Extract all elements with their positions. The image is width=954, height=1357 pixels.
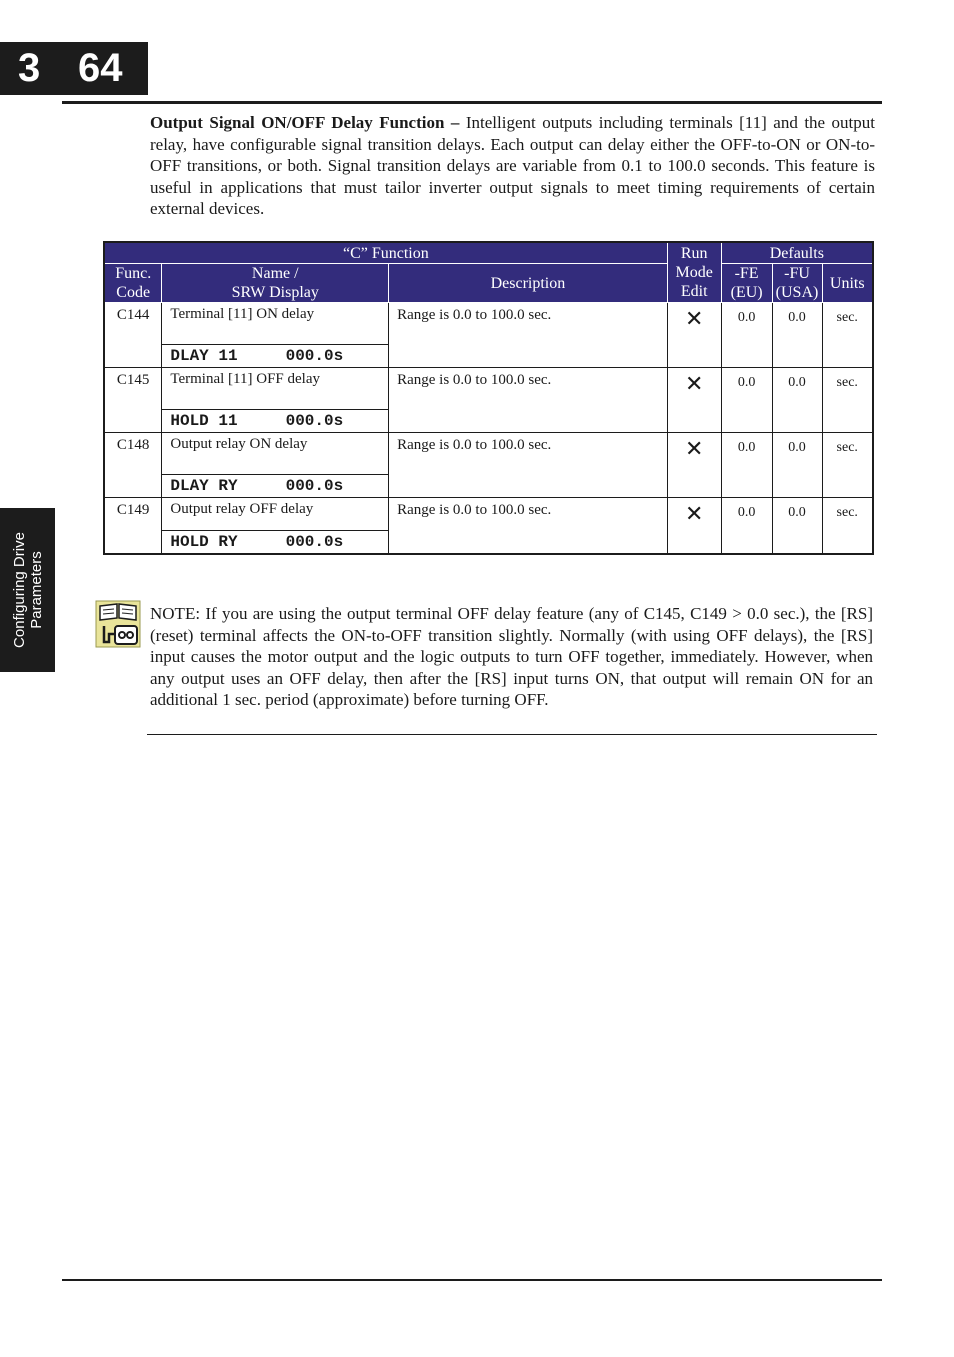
page-number-badge bbox=[0, 42, 148, 95]
description: Range is 0.0 to 100.0 sec. bbox=[389, 498, 668, 555]
default-fu: 0.0 bbox=[772, 498, 822, 555]
run-mode-edit-header bbox=[667, 242, 721, 303]
run-line3: Edit bbox=[680, 283, 708, 300]
param-name: Terminal [11] OFF delay bbox=[162, 368, 388, 410]
name-cell bbox=[162, 368, 389, 433]
note-book-icon bbox=[95, 600, 141, 648]
table-row bbox=[104, 368, 873, 433]
note-paragraph bbox=[150, 603, 873, 711]
func-line1: Func. bbox=[115, 265, 152, 282]
defaults-header: Defaults bbox=[721, 242, 873, 264]
parameter-table bbox=[103, 241, 874, 555]
fu-header bbox=[772, 264, 822, 303]
fe-header bbox=[721, 264, 772, 303]
side-tab-line2: Parameters bbox=[27, 551, 45, 629]
srw-display: HOLD RY 000.0s bbox=[170, 533, 344, 551]
description-header: Description bbox=[389, 264, 668, 303]
table-row bbox=[104, 303, 873, 368]
bottom-divider bbox=[62, 1279, 882, 1281]
c-function-header: “C” Function bbox=[104, 242, 667, 264]
fe-line1: -FE bbox=[734, 265, 759, 282]
units-header: Units bbox=[822, 264, 873, 303]
not-editable-icon: ✕ bbox=[667, 498, 721, 555]
name-header bbox=[162, 264, 389, 303]
default-fe: 0.0 bbox=[721, 498, 772, 555]
param-name: Output relay ON delay bbox=[162, 433, 388, 475]
func-code: C144 bbox=[104, 303, 162, 368]
default-fu: 0.0 bbox=[772, 368, 822, 433]
description: Range is 0.0 to 100.0 sec. bbox=[389, 303, 668, 368]
page-number: 64 bbox=[78, 46, 123, 90]
not-editable-icon: ✕ bbox=[667, 368, 721, 433]
func-code: C148 bbox=[104, 433, 162, 498]
default-fe: 0.0 bbox=[721, 303, 772, 368]
default-fu: 0.0 bbox=[772, 303, 822, 368]
name-line1: Name / bbox=[251, 265, 299, 282]
run-line2: Mode bbox=[675, 264, 713, 281]
intro-paragraph bbox=[150, 112, 875, 220]
units: sec. bbox=[822, 368, 873, 433]
intro-text: Intelligent outputs including terminals [11] and the output relay, have configurable signal transition delays. Each output can delay either the OFF-to-ON or ON-to-OFF transitions, or both. Signal transition delays are variable from 0.1 to 100.0 seconds. This feature is useful in applications that must tailor inverter output signals to meet timing requirements of certain external devices. bbox=[150, 113, 875, 219]
top-divider bbox=[62, 101, 882, 104]
func-code-header bbox=[104, 264, 162, 303]
fu-line1: -FU bbox=[784, 265, 810, 282]
units: sec. bbox=[822, 433, 873, 498]
default-fu: 0.0 bbox=[772, 433, 822, 498]
run-line1: Run bbox=[680, 245, 708, 262]
units: sec. bbox=[822, 303, 873, 368]
not-editable-icon: ✕ bbox=[667, 303, 721, 368]
srw-display: HOLD 11 000.0s bbox=[170, 412, 344, 430]
section-side-tab bbox=[0, 508, 55, 672]
fu-line2: (USA) bbox=[775, 284, 819, 301]
name-cell bbox=[162, 303, 389, 368]
name-line2: SRW Display bbox=[231, 284, 319, 301]
func-line2: Code bbox=[116, 284, 151, 301]
srw-display: DLAY 11 000.0s bbox=[170, 347, 344, 365]
table-row bbox=[104, 433, 873, 498]
name-cell bbox=[162, 498, 389, 555]
name-cell bbox=[162, 433, 389, 498]
func-code: C145 bbox=[104, 368, 162, 433]
default-fe: 0.0 bbox=[721, 433, 772, 498]
fe-line2: (EU) bbox=[730, 284, 763, 301]
param-name: Terminal [11] ON delay bbox=[162, 303, 388, 345]
default-fe: 0.0 bbox=[721, 368, 772, 433]
not-editable-icon: ✕ bbox=[667, 433, 721, 498]
srw-display: DLAY RY 000.0s bbox=[170, 477, 344, 495]
description: Range is 0.0 to 100.0 sec. bbox=[389, 433, 668, 498]
table-row bbox=[104, 498, 873, 555]
note-label: NOTE: bbox=[150, 604, 201, 623]
param-name: Output relay OFF delay bbox=[162, 498, 388, 531]
units: sec. bbox=[822, 498, 873, 555]
func-code: C149 bbox=[104, 498, 162, 555]
note-text: If you are using the output terminal OFF delay feature (any of C145, C149 > 0.0 sec.), the [RS] (reset) terminal affects the ON-to-OFF transition slightly. Normally (with using OFF delays), the [RS] input causes the motor output and the logic outputs to turn OFF together, immediately. However, when any output uses an OFF delay, then after the [RS] input turns ON, that output will remain ON for an additional 1 sec. period (approximate) before turning OFF. bbox=[150, 604, 873, 710]
note-divider bbox=[147, 734, 877, 735]
side-tab-line1: Configuring Drive bbox=[10, 532, 28, 648]
intro-lead: Output Signal ON/OFF Delay Function – bbox=[150, 113, 460, 132]
description: Range is 0.0 to 100.0 sec. bbox=[389, 368, 668, 433]
chapter-number: 3 bbox=[18, 46, 41, 90]
